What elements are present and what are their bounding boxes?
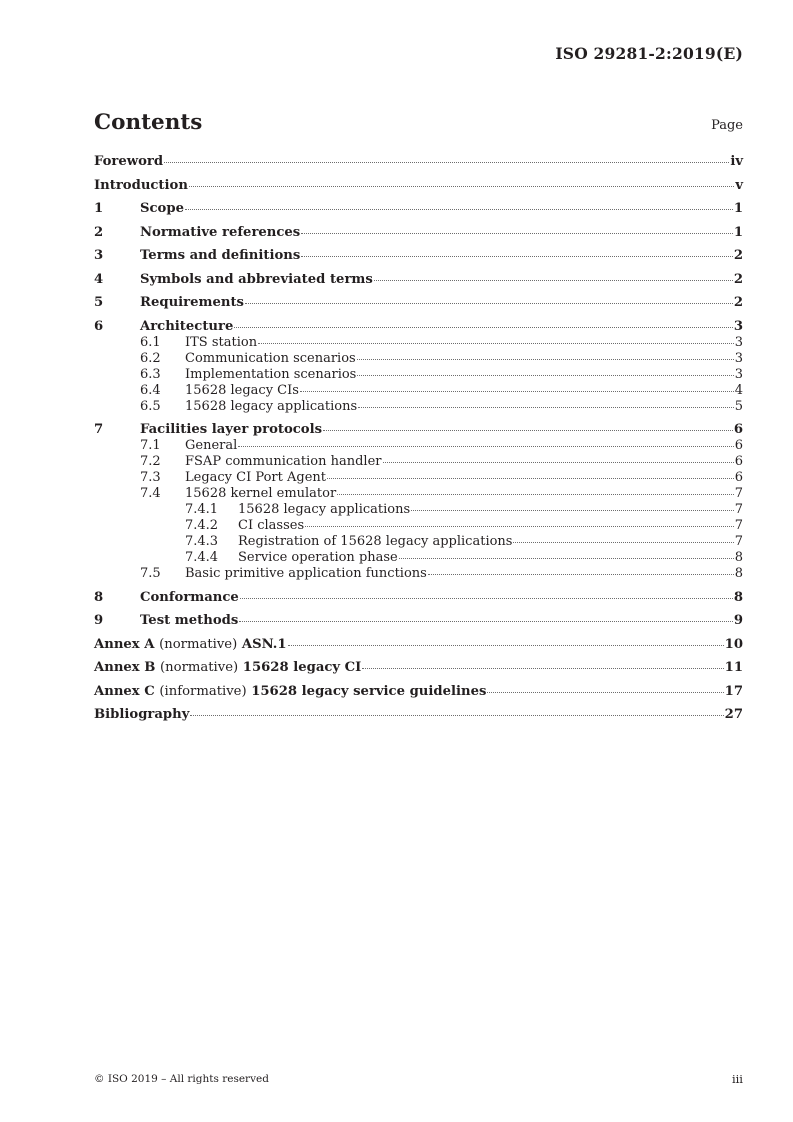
toc-entry-number: 5	[94, 295, 104, 310]
toc-entry[interactable]	[94, 154, 743, 170]
toc-entry[interactable]	[94, 319, 743, 335]
toc-entry[interactable]	[94, 335, 743, 351]
toc-entry-title	[94, 684, 486, 700]
dot-leader	[239, 621, 733, 622]
toc-entry-title: Architecture	[140, 318, 234, 334]
toc-entry-title: Foreword	[94, 154, 164, 169]
table-of-contents	[94, 154, 743, 723]
toc-entry-title: Bibliography	[94, 707, 190, 722]
annex-qualifier: (informative)	[159, 683, 247, 699]
toc-entry-number: 7.2	[140, 454, 161, 469]
annex-qualifier: (normative)	[159, 636, 238, 652]
annex-title: ASN.1	[241, 636, 287, 652]
toc-entry-title: Scope	[140, 201, 184, 216]
toc-entry-page: iv	[730, 154, 743, 169]
toc-entry-page: 1	[733, 201, 743, 216]
dot-leader	[234, 327, 732, 328]
toc-entry[interactable]	[94, 613, 743, 629]
toc-entry-title: Test methods	[140, 613, 239, 628]
dot-leader	[362, 668, 723, 669]
toc-entry-number: 8	[94, 589, 104, 605]
toc-entry-page: 3	[734, 350, 743, 366]
page-number: iii	[731, 1072, 743, 1086]
toc-entry-title: Introduction	[94, 177, 188, 193]
dot-leader	[487, 692, 723, 693]
toc-entry-title: Symbols and abbreviated terms	[140, 271, 373, 287]
toc-entry-number: 3	[94, 248, 104, 263]
toc-entry-number: 7.1	[140, 438, 161, 453]
toc-entry-page: 7	[734, 486, 743, 501]
toc-entry-title: 15628 legacy applications	[185, 398, 358, 414]
toc-entry-title: Normative references	[140, 224, 301, 240]
toc-entry-number: 7.3	[140, 470, 161, 485]
annex-label: Annex A	[94, 636, 155, 652]
toc-entry[interactable]	[94, 470, 743, 486]
toc-entry-number: 9	[94, 613, 104, 628]
dot-leader	[288, 645, 724, 646]
toc-entry-page: 9	[733, 613, 743, 628]
toc-entry-page: 6	[734, 454, 743, 469]
annex-title: 15628 legacy service guidelines	[251, 683, 487, 699]
toc-entry-number: 6.4	[140, 382, 161, 398]
toc-entry[interactable]	[94, 201, 743, 217]
toc-entry[interactable]	[94, 660, 743, 676]
toc-entry[interactable]	[94, 422, 743, 438]
copyright-notice: © ISO 2019 – All rights reserved	[94, 1073, 269, 1085]
toc-entry-page: 7	[734, 502, 743, 517]
toc-entry-number: 7.4.2	[185, 518, 219, 533]
toc-entry-page: 1	[733, 224, 743, 240]
toc-entry-title: Basic primitive application functions	[185, 566, 427, 581]
toc-entry-number: 6.2	[140, 350, 161, 366]
toc-entry-number: 1	[94, 201, 104, 216]
dot-leader	[513, 542, 733, 543]
toc-entry[interactable]	[94, 383, 743, 399]
toc-entry-title: 15628 legacy applications	[238, 502, 411, 517]
toc-entry-title: Communication scenarios	[185, 350, 356, 366]
toc-entry-number: 7.5	[140, 566, 161, 581]
toc-entry[interactable]	[94, 367, 743, 383]
toc-entry-title: CI classes	[238, 518, 305, 533]
toc-entry[interactable]	[94, 272, 743, 288]
toc-entry-title: General	[185, 438, 238, 453]
toc-entry-page: 2	[733, 295, 743, 310]
toc-entry-page: 8	[734, 566, 743, 581]
dot-leader	[327, 478, 734, 479]
dot-leader	[305, 526, 734, 527]
dot-leader	[189, 186, 734, 187]
toc-entry-page: 3	[733, 318, 743, 334]
toc-entry-page: 6	[734, 438, 743, 453]
toc-entry-page: 11	[724, 660, 743, 675]
toc-entry-number: 6.1	[140, 334, 161, 350]
dot-leader	[357, 359, 734, 360]
toc-entry-number: 7.4.3	[185, 534, 219, 549]
dot-leader	[399, 558, 734, 559]
toc-entry-number: 7.4	[140, 486, 161, 501]
dot-leader	[185, 209, 733, 210]
dot-leader	[238, 446, 733, 447]
toc-entry-title: ITS station	[185, 334, 258, 350]
dot-leader	[301, 233, 733, 234]
toc-entry-page: 8	[734, 550, 743, 565]
document-id: ISO 29281-2:2019(E)	[555, 44, 743, 63]
toc-entry[interactable]	[94, 438, 743, 454]
toc-entry-title: Registration of 15628 legacy applications	[238, 534, 513, 549]
toc-entry[interactable]	[94, 550, 743, 566]
toc-entry-title	[94, 637, 287, 653]
toc-entry-page: 4	[734, 382, 743, 398]
dot-leader	[301, 256, 733, 257]
dot-leader	[383, 462, 734, 463]
toc-entry-page: 3	[734, 366, 743, 382]
toc-entry-number: 7	[94, 422, 104, 437]
dot-leader	[323, 430, 733, 431]
toc-entry-page: 27	[724, 707, 743, 722]
toc-entry[interactable]	[94, 637, 743, 653]
toc-entry-title: Service operation phase	[238, 550, 398, 565]
toc-entry[interactable]	[94, 684, 743, 700]
toc-entry-page: 7	[734, 518, 743, 533]
toc-entry-title: Legacy CI Port Agent	[185, 470, 326, 485]
dot-leader	[337, 494, 734, 495]
dot-leader	[411, 510, 734, 511]
toc-entry[interactable]	[94, 178, 743, 194]
toc-entry-page: v	[735, 177, 743, 193]
dot-leader	[245, 303, 733, 304]
toc-entry-page: 8	[733, 589, 743, 605]
toc-entry[interactable]	[94, 351, 743, 367]
dot-leader	[190, 715, 723, 716]
toc-entry-page: 6	[734, 470, 743, 485]
toc-entry[interactable]	[94, 590, 743, 606]
page-column-label: Page	[711, 118, 743, 133]
toc-entry-page: 2	[733, 248, 743, 263]
dot-leader	[240, 598, 733, 599]
toc-entry[interactable]	[94, 399, 743, 415]
toc-entry-number: 6.3	[140, 366, 161, 382]
annex-label: Annex B	[94, 660, 156, 675]
annex-title: 15628 legacy CI	[242, 660, 362, 675]
toc-entry[interactable]	[94, 225, 743, 241]
contents-title: Contents	[94, 110, 203, 135]
contents-heading-row	[94, 110, 743, 135]
dot-leader	[357, 375, 733, 376]
dot-leader	[428, 574, 734, 575]
dot-leader	[258, 343, 734, 344]
toc-entry[interactable]	[94, 295, 743, 311]
toc-entry-page: 17	[724, 683, 743, 699]
toc-entry[interactable]	[94, 707, 743, 723]
toc-entry-title: Conformance	[140, 589, 239, 605]
toc-entry-title: Facilities layer protocols	[140, 422, 323, 437]
toc-entry[interactable]	[94, 566, 743, 582]
annex-label: Annex C	[94, 683, 155, 699]
toc-entry-title: Implementation scenarios	[185, 366, 357, 382]
toc-entry-title: Terms and definitions	[140, 248, 301, 263]
toc-entry-page: 5	[734, 398, 743, 414]
toc-entry[interactable]	[94, 534, 743, 550]
toc-entry[interactable]	[94, 486, 743, 502]
toc-entry-title: 15628 kernel emulator	[185, 486, 337, 501]
toc-entry-number: 4	[94, 271, 104, 287]
dot-leader	[358, 407, 734, 408]
toc-entry-title: FSAP communication handler	[185, 454, 382, 469]
annex-qualifier: (normative)	[160, 660, 239, 675]
toc-entry-number: 6.5	[140, 398, 161, 414]
toc-entry-number: 7.4.4	[185, 550, 219, 565]
toc-entry[interactable]	[94, 454, 743, 470]
toc-entry-number: 2	[94, 224, 104, 240]
toc-entry-number: 7.4.1	[185, 502, 219, 517]
toc-entry-page: 7	[734, 534, 743, 549]
toc-entry[interactable]	[94, 248, 743, 264]
toc-entry-title	[94, 660, 361, 676]
dot-leader	[300, 391, 734, 392]
toc-entry-page: 3	[734, 334, 743, 350]
toc-entry-title: Requirements	[140, 295, 244, 310]
toc-entry-page: 6	[733, 422, 743, 437]
toc-entry[interactable]	[94, 502, 743, 518]
toc-entry-page: 2	[733, 271, 743, 287]
toc-entry-title: 15628 legacy CIs	[185, 382, 299, 398]
toc-entry-page: 10	[724, 636, 743, 652]
toc-entry[interactable]	[94, 518, 743, 534]
toc-entry-number: 6	[94, 318, 104, 334]
dot-leader	[164, 162, 729, 163]
dot-leader	[374, 280, 733, 281]
